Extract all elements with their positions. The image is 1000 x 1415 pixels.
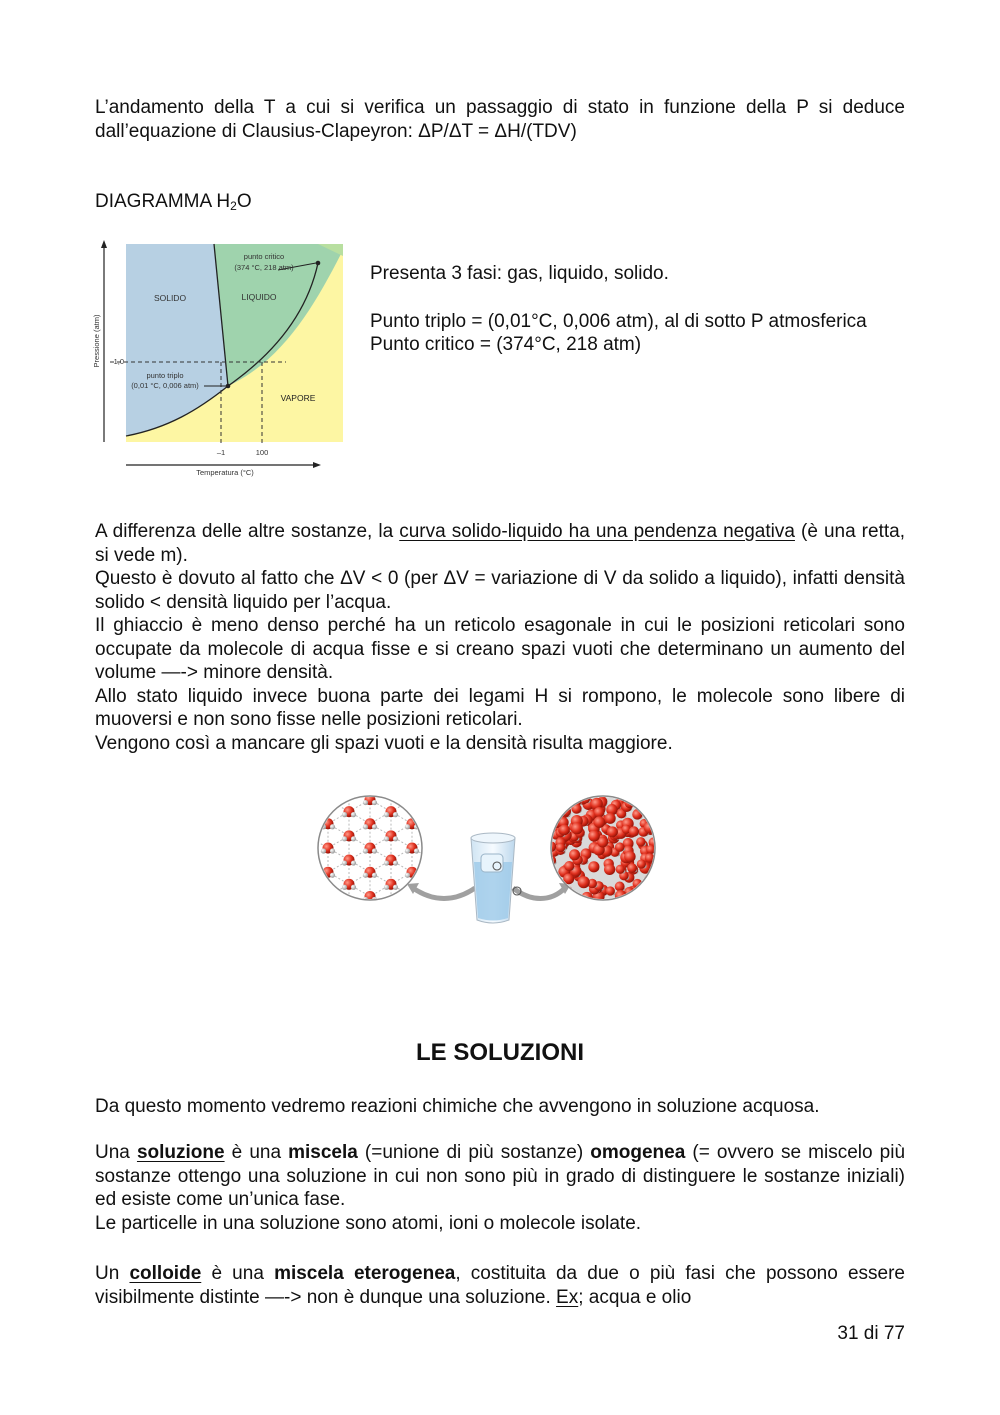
critical-point-label-2: (374 °C, 218 atm)	[234, 263, 294, 272]
hydrogen-atom	[330, 921, 335, 926]
oxygen-atom	[386, 790, 397, 793]
solution-definition-text	[95, 1141, 905, 1212]
hydrogen-bond	[391, 896, 412, 908]
hydrogen-bond	[433, 824, 454, 836]
hydrogen-atom	[645, 807, 649, 811]
hydrogen-atom	[634, 891, 638, 895]
oxygen-atom	[615, 881, 625, 891]
hydrogen-atom	[384, 836, 389, 841]
oxygen-atom	[644, 822, 656, 834]
slope-text-before: A differenza delle altre sostanze, la	[95, 521, 400, 542]
hydrogen-bond	[391, 921, 412, 930]
hydrogen-atom	[560, 803, 564, 807]
diagram-heading-prefix: DIAGRAMMA H	[95, 191, 231, 212]
oxygen-atom	[323, 891, 334, 902]
hydrogen-atom	[426, 836, 431, 841]
critical-point-marker	[316, 261, 321, 266]
oxygen-atom	[428, 879, 439, 890]
diagram-heading-suffix: O	[236, 191, 252, 212]
oxygen-atom	[604, 864, 615, 875]
hydrogen-atom	[342, 790, 347, 793]
hydrogen-atom	[393, 812, 398, 817]
slope-text-underlined: curva solido-liquido ha una pendenza negativa	[399, 521, 795, 542]
oxygen-atom	[547, 873, 557, 883]
oxygen-atom	[323, 794, 334, 805]
hydrogen-atom	[330, 824, 335, 829]
hydrogen-atom	[435, 909, 440, 914]
hydrogen-atom	[426, 909, 431, 914]
colloid-definition	[95, 1262, 905, 1309]
paragraph-slope	[95, 520, 905, 567]
critical-point-label-1: punto critico	[243, 252, 285, 261]
hydrogen-atom	[554, 815, 558, 819]
hydrogen-bond	[328, 896, 349, 908]
hydrogen-atom	[653, 892, 657, 896]
hydrogen-atom	[405, 873, 410, 878]
intro-paragraph: L’andamento della T a cui si verifica un passaggio di stato in funzione della P si deduce dall’equazione di Clausius-Clapeyron: ΔP/ΔT = ΔH/(TDV)	[95, 97, 905, 142]
hydrogen-bond	[412, 800, 433, 812]
hydrogen-atom	[435, 860, 440, 865]
x-tick-label-minus1: –1	[216, 448, 226, 457]
hydrogen-atom	[321, 800, 326, 805]
hydrogen-bond	[433, 884, 454, 896]
hydrogen-bond	[433, 836, 454, 848]
y-axis-label: Pressione (atm)	[92, 314, 101, 368]
oxygen-atom	[594, 816, 606, 828]
oxygen-atom	[627, 863, 637, 873]
hydrogen-bond	[433, 848, 454, 860]
oxygen-atom	[569, 849, 580, 860]
hydrogen-bond	[315, 884, 328, 896]
y-axis-arrow	[101, 240, 107, 248]
glass-rim	[471, 833, 515, 843]
hydrogen-atom	[321, 897, 326, 902]
oxygen-atom	[616, 865, 625, 874]
hydrogen-bond	[328, 908, 349, 920]
oxygen-atom	[563, 790, 575, 802]
hydrogen-atom	[351, 909, 356, 914]
oxygen-atom	[571, 822, 583, 834]
hydrogen-atom	[330, 873, 335, 878]
oxygen-atom	[555, 798, 565, 808]
hydrogen-atom	[435, 790, 440, 793]
hydrogen-bond	[315, 908, 328, 920]
def-part-3: (=unione di più sostanze)	[357, 1142, 591, 1163]
hydrogen-atom	[560, 798, 564, 802]
oxygen-atom	[644, 874, 654, 884]
hydrogen-atom	[363, 921, 368, 926]
hydrogen-atom	[435, 836, 440, 841]
hydrogen-atom	[363, 873, 368, 878]
hydrogen-atom	[372, 824, 377, 829]
hydrogen-atom	[384, 790, 389, 793]
hydrogen-atom	[372, 873, 377, 878]
hydrogen-atom	[351, 836, 356, 841]
solutions-intro: Da questo momento vedremo reazioni chimiche che avvengono in soluzione acquosa.	[95, 1096, 820, 1117]
triple-point-note: Punto triplo = (0,01°C, 0,006 atm), al di sotto P atmosferica	[370, 311, 867, 332]
hydrogen-bond	[433, 800, 454, 812]
hydrogen-atom	[650, 879, 654, 883]
vapor-region-label: VAPORE	[280, 393, 316, 403]
hydrogen-bond	[315, 800, 328, 812]
hydrogen-atom	[435, 885, 440, 890]
oxygen-atom	[649, 879, 660, 890]
x-axis-label: Temperatura (°C)	[196, 468, 254, 477]
hydrogen-atom	[414, 848, 419, 853]
hydrogen-bond	[433, 921, 454, 930]
def-part-4: (= ovvero se miscelo più sostanze ottengo una soluzione in cui non sono più in grado di distinguere le sostanze iniziali) ed esiste come un’unica fase.	[95, 1142, 906, 1210]
hydrogen-atom	[330, 897, 335, 902]
oxygen-atom	[428, 830, 439, 841]
hydrogen-atom	[644, 894, 648, 898]
hydrogen-atom	[426, 790, 431, 793]
hydrogen-atom	[652, 889, 656, 893]
hydrogen-bond	[370, 921, 391, 930]
oxygen-atom	[449, 915, 460, 926]
hydrogen-atom	[435, 812, 440, 817]
phases-note: Presenta 3 fasi: gas, liquido, solido.	[370, 263, 669, 284]
hydrogen-atom	[656, 797, 660, 801]
oxygen-atom	[386, 903, 397, 914]
hydrogen-atom	[393, 909, 398, 914]
hydrogen-atom	[554, 878, 558, 882]
paragraph-density: Vengono così a mancare gli spazi vuoti e la densità risulta maggiore.	[95, 732, 673, 754]
hydrogen-atom	[447, 921, 452, 926]
def-part-2: è una	[224, 1142, 289, 1163]
hydrogen-atom	[363, 800, 368, 805]
hydrogen-atom	[342, 836, 347, 841]
hydrogen-atom	[447, 800, 452, 805]
x-tick-label-100: 100	[255, 448, 269, 457]
hydrogen-bond	[412, 921, 433, 930]
oxygen-atom	[386, 927, 397, 930]
hydrogen-bond	[433, 908, 454, 920]
oxygen-atom	[449, 794, 460, 805]
oxygen-atom	[639, 802, 649, 812]
hydrogen-atom	[384, 860, 389, 865]
section-title: LE SOLUZIONI	[416, 1039, 584, 1066]
def-part-1: Una	[95, 1142, 137, 1163]
oxygen-atom	[344, 927, 355, 930]
oxygen-atom	[428, 790, 439, 793]
paragraph-volume: Questo è dovuto al fatto che ΔV < 0 (per ΔV = variazione di V da solido a liquido), infatti densità solido < densità liquido per l’acqua.	[95, 568, 905, 613]
oxygen-atom	[588, 861, 599, 872]
hydrogen-atom	[393, 790, 398, 793]
hydrogen-atom	[426, 860, 431, 865]
oxygen-atom	[607, 826, 618, 837]
density-explanation	[95, 520, 905, 755]
oxygen-atom	[564, 861, 574, 871]
hydrogen-atom	[372, 800, 377, 805]
oxygen-atom	[636, 837, 645, 846]
def-term-omogenea: omogenea	[590, 1142, 686, 1163]
colloid-example-label: Ex	[556, 1286, 579, 1308]
colloid-part-2: è una	[201, 1263, 275, 1284]
oxygen-atom	[632, 809, 642, 819]
hydrogen-atom	[568, 892, 572, 896]
triple-point-marker	[226, 384, 231, 389]
diagram-heading-subscript: 2	[230, 199, 237, 213]
hydrogen-atom	[651, 796, 655, 800]
def-term-soluzione: soluzione	[136, 1142, 225, 1163]
hydrogen-atom	[456, 873, 461, 878]
oxygen-atom	[365, 915, 376, 926]
oxygen-atom	[344, 790, 355, 793]
triple-point-label-2: (0,01 °C, 0,006 atm)	[131, 381, 199, 390]
hydrogen-atom	[414, 897, 419, 902]
hydrogen-atom	[553, 874, 557, 878]
oxygen-atom	[605, 813, 616, 824]
hydrogen-atom	[456, 824, 461, 829]
oxygen-atom	[428, 927, 439, 930]
oxygen-atom	[449, 867, 460, 878]
oxygen-atom	[578, 876, 590, 888]
hydrogen-atom	[330, 800, 335, 805]
hydrogen-atom	[447, 873, 452, 878]
oxygen-atom	[606, 886, 615, 895]
colloid-term-eterogenea: miscela eterogenea	[274, 1263, 456, 1284]
y-tick-label: 1,0	[113, 357, 124, 366]
hydrogen-atom	[655, 884, 659, 888]
hydrogen-atom	[351, 812, 356, 817]
hydrogen-atom	[405, 897, 410, 902]
colloid-part-1: Un	[95, 1263, 130, 1284]
oxygen-atom	[647, 884, 657, 894]
arrow-to-ice	[413, 888, 475, 899]
diagram-heading	[95, 190, 905, 214]
solution-definition	[95, 1141, 905, 1235]
hydrogen-atom	[405, 824, 410, 829]
def-term-miscela: miscela	[288, 1142, 358, 1163]
hydrogen-atom	[351, 790, 356, 793]
hydrogen-atom	[321, 848, 326, 853]
oxygen-atom	[645, 791, 655, 801]
oxygen-atom	[559, 792, 570, 803]
hydrogen-bond	[433, 812, 454, 824]
oxygen-atom	[428, 855, 439, 866]
hydrogen-bond	[412, 908, 433, 920]
colloid-part-3: , costituita da due o più fasi che possono essere visibilmente distinte —-> non è dunque una soluzione.	[95, 1263, 905, 1308]
liquid-region-label: LIQUIDO	[241, 292, 277, 302]
hydrogen-atom	[447, 848, 452, 853]
hydrogen-atom	[405, 848, 410, 853]
oxygen-atom	[407, 915, 418, 926]
hydrogen-atom	[351, 885, 356, 890]
slope-text-after: (è una retta, si vede m).	[95, 521, 905, 566]
hydrogen-atom	[393, 860, 398, 865]
ice-vs-water-illustration	[315, 790, 660, 930]
oxygen-atom	[594, 807, 605, 818]
hydrogen-atom	[372, 921, 377, 926]
hydrogen-atom	[456, 921, 461, 926]
colloid-term: colloide	[129, 1263, 202, 1284]
oxygen-atom	[449, 818, 460, 829]
oxygen-atom	[559, 824, 570, 835]
oxygen-atom	[428, 903, 439, 914]
particles-text: Le particelle in una soluzione sono atomi, ioni o molecole isolate.	[95, 1212, 642, 1234]
hydrogen-atom	[414, 800, 419, 805]
oxygen-atom	[638, 889, 648, 899]
oxygen-atom	[629, 826, 639, 836]
oxygen-atom	[615, 842, 624, 851]
hydrogen-atom	[351, 860, 356, 865]
hydrogen-atom	[456, 848, 461, 853]
critical-point-note: Punto critico = (374°C, 218 atm)	[370, 334, 642, 355]
hydrogen-atom	[330, 848, 335, 853]
paragraph-ice: Il ghiaccio è meno denso perché ha un reticolo esagonale in cui le posizioni reticolari sono occupate da molecole di acqua fisse e si creano spazi vuoti che determinano un aumento del volume —-> minore densità.	[95, 615, 905, 683]
hydrogen-bond	[328, 790, 349, 800]
hydrogen-atom	[405, 800, 410, 805]
hydrogen-atom	[652, 879, 656, 883]
hydrogen-atom	[456, 800, 461, 805]
hydrogen-atom	[393, 885, 398, 890]
hydrogen-bond	[328, 921, 349, 930]
hydrogen-bond	[412, 790, 433, 800]
oxygen-atom	[646, 887, 658, 899]
hydrogen-atom	[372, 848, 377, 853]
hydrogen-bond	[349, 921, 370, 930]
hydrogen-atom	[384, 885, 389, 890]
triple-point-label-1: punto triplo	[146, 371, 184, 380]
hydrogen-atom	[569, 796, 573, 800]
hydrogen-bond	[349, 908, 370, 920]
hydrogen-atom	[655, 864, 659, 868]
hydrogen-bond	[391, 790, 412, 800]
hydrogen-bond	[391, 908, 412, 920]
hydrogen-atom	[321, 921, 326, 926]
hydrogen-atom	[342, 812, 347, 817]
hydrogen-bond	[315, 790, 328, 800]
hydrogen-atom	[426, 812, 431, 817]
x-axis-arrow	[313, 462, 321, 468]
hydrogen-bond	[433, 790, 454, 800]
oxygen-atom	[449, 843, 460, 854]
hydrogen-bond	[315, 921, 328, 930]
water-phase-diagram	[88, 238, 350, 480]
hydrogen-bond	[370, 908, 391, 920]
hydrogen-atom	[566, 797, 570, 801]
oxygen-atom	[428, 806, 439, 817]
oxygen-atom	[323, 915, 334, 926]
hydrogen-atom	[342, 909, 347, 914]
hydrogen-atom	[655, 862, 659, 866]
hydrogen-atom	[426, 885, 431, 890]
hydrogen-bond	[433, 872, 454, 884]
hydrogen-atom	[414, 921, 419, 926]
oxygen-atom	[588, 830, 600, 842]
oxygen-atom	[554, 793, 565, 804]
hydrogen-atom	[405, 921, 410, 926]
oxygen-atom	[556, 843, 565, 852]
hydrogen-atom	[363, 824, 368, 829]
oxygen-atom	[624, 851, 636, 863]
oxygen-atom	[344, 903, 355, 914]
page-number: 31 di 77	[837, 1323, 905, 1344]
oxygen-atom	[548, 810, 558, 820]
hydrogen-atom	[384, 909, 389, 914]
hydrogen-bond	[433, 860, 454, 872]
oxygen-atom	[637, 859, 646, 868]
hydrogen-atom	[342, 860, 347, 865]
paragraph-liquid: Allo stato liquido invece buona parte dei legami H si rompono, le molecole sono libere di muoversi e non sono fisse nelle posizioni reticolari.	[95, 685, 905, 730]
solid-region-label: SOLIDO	[153, 293, 187, 303]
oxygen-atom	[407, 794, 418, 805]
hydrogen-atom	[342, 885, 347, 890]
hydrogen-atom	[447, 824, 452, 829]
hydrogen-atom	[363, 848, 368, 853]
colloid-part-4: ; acqua e olio	[578, 1286, 692, 1308]
hydrogen-atom	[393, 836, 398, 841]
oxygen-atom	[650, 793, 659, 802]
hydrogen-atom	[384, 812, 389, 817]
hydrogen-bond	[315, 896, 328, 908]
